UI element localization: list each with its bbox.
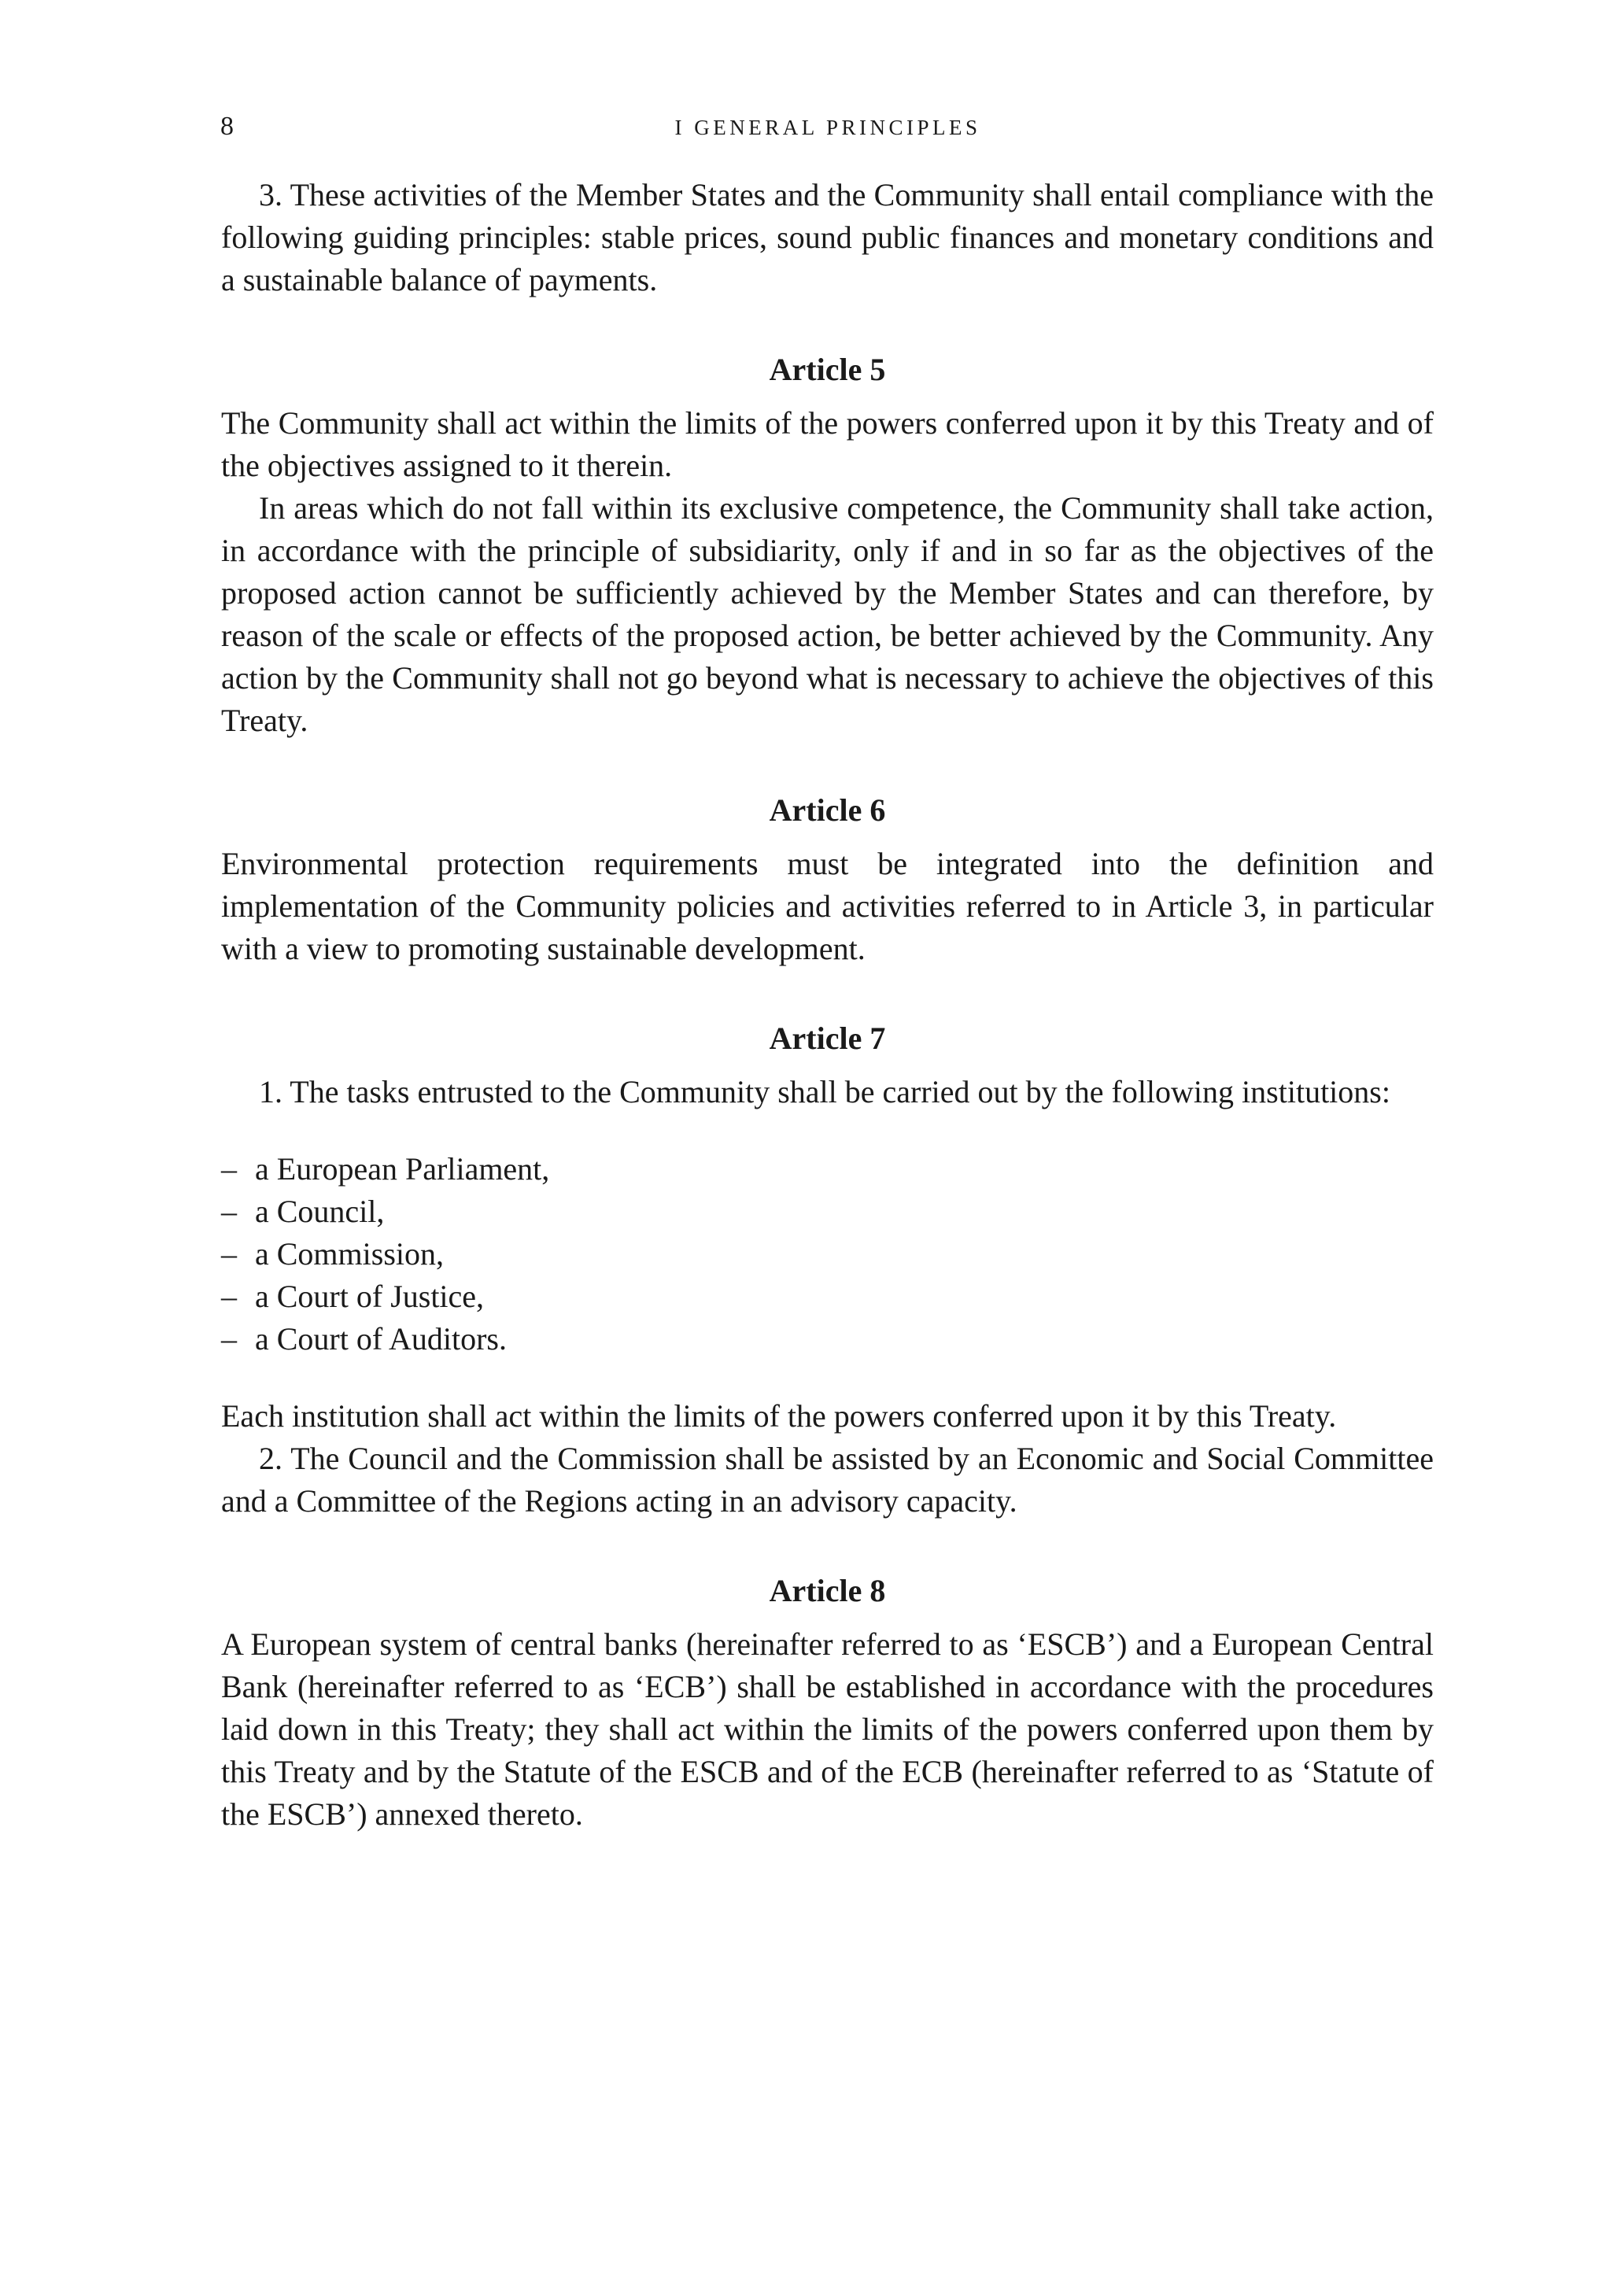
list-item: [221, 1275, 1434, 1318]
article-8-heading: Article 8: [769, 1573, 886, 1608]
article5-paragraph-2: In areas which do not fall within its exclusive competence, the Community shall take action, in accordance with the principle of subsidiarity, only if and in so far as the objectives of the proposed action cannot be sufficiently achieved by the Member States and can therefore, by reason of the scale or effects of the proposed action, be better achieved by the Community. Any action by the Community shall not go beyond what is necessary to achieve the objectives of this Treaty.: [221, 490, 1434, 738]
institution-label: a European Parliament,: [255, 1151, 550, 1187]
article7-paragraph-1: 1. The tasks entrusted to the Community shall be carried out by the following institutions:: [259, 1074, 1390, 1109]
dash-marker: –: [221, 1279, 237, 1314]
list-item: [221, 1148, 1434, 1190]
dash-marker: –: [221, 1321, 237, 1357]
dash-marker: –: [221, 1236, 237, 1272]
dash-marker: –: [221, 1194, 237, 1229]
institution-label: a Commission,: [255, 1236, 445, 1272]
institution-label: a Court of Justice,: [255, 1279, 485, 1314]
article8-paragraph-1: A European system of central banks (hereinafter referred to as ‘ESCB’) and a European Central Bank (hereinafter referred to as ‘ECB’) shall be established in accordance with the procedures laid down in this Treaty; they shall act within the limits of the powers conferred upon them by this Treaty and by the Statute of the ESCB and of the ECB (hereinafter referred to as ‘Statute of the ESCB’) annexed thereto.: [221, 1626, 1434, 1832]
running-head: [220, 110, 1435, 149]
article5-paragraph-1: The Community shall act within the limits of the powers conferred upon it by this Treaty and of the objectives assigned to it therein.: [221, 405, 1434, 483]
list-item: [221, 1318, 1434, 1360]
article-6-heading: Article 6: [769, 792, 886, 828]
institution-label: a Court of Auditors.: [255, 1321, 507, 1357]
list-item: [221, 1233, 1434, 1275]
institutions-list: [221, 1148, 1434, 1360]
body-text: [221, 174, 1434, 1836]
article7-paragraph-2: Each institution shall act within the limits of the powers conferred upon it by this Treaty.: [221, 1398, 1337, 1434]
article6-paragraph-1: Environmental protection requirements must be integrated into the definition and implementation of the Community policies and activities referred to in Article 3, in particular with a view to promoting sustainable development.: [221, 846, 1434, 966]
list-item: [221, 1190, 1434, 1233]
dash-marker: –: [221, 1151, 237, 1187]
article7-paragraph-3: 2. The Council and the Commission shall be assisted by an Economic and Social Committee and a Committee of the Regions acting in an advisory capacity.: [221, 1441, 1434, 1519]
page-number: 8: [220, 112, 234, 141]
institution-label: a Council,: [255, 1194, 385, 1229]
article-7-heading: Article 7: [769, 1021, 886, 1056]
running-title: I GENERAL PRINCIPLES: [674, 116, 981, 139]
article4-paragraph-3: 3. These activities of the Member States and the Community shall entail compliance with the following guiding principles: stable prices, sound public finances and monetary conditions and a sustainable balance of payments.: [221, 177, 1434, 297]
article-5-heading: Article 5: [769, 352, 886, 387]
